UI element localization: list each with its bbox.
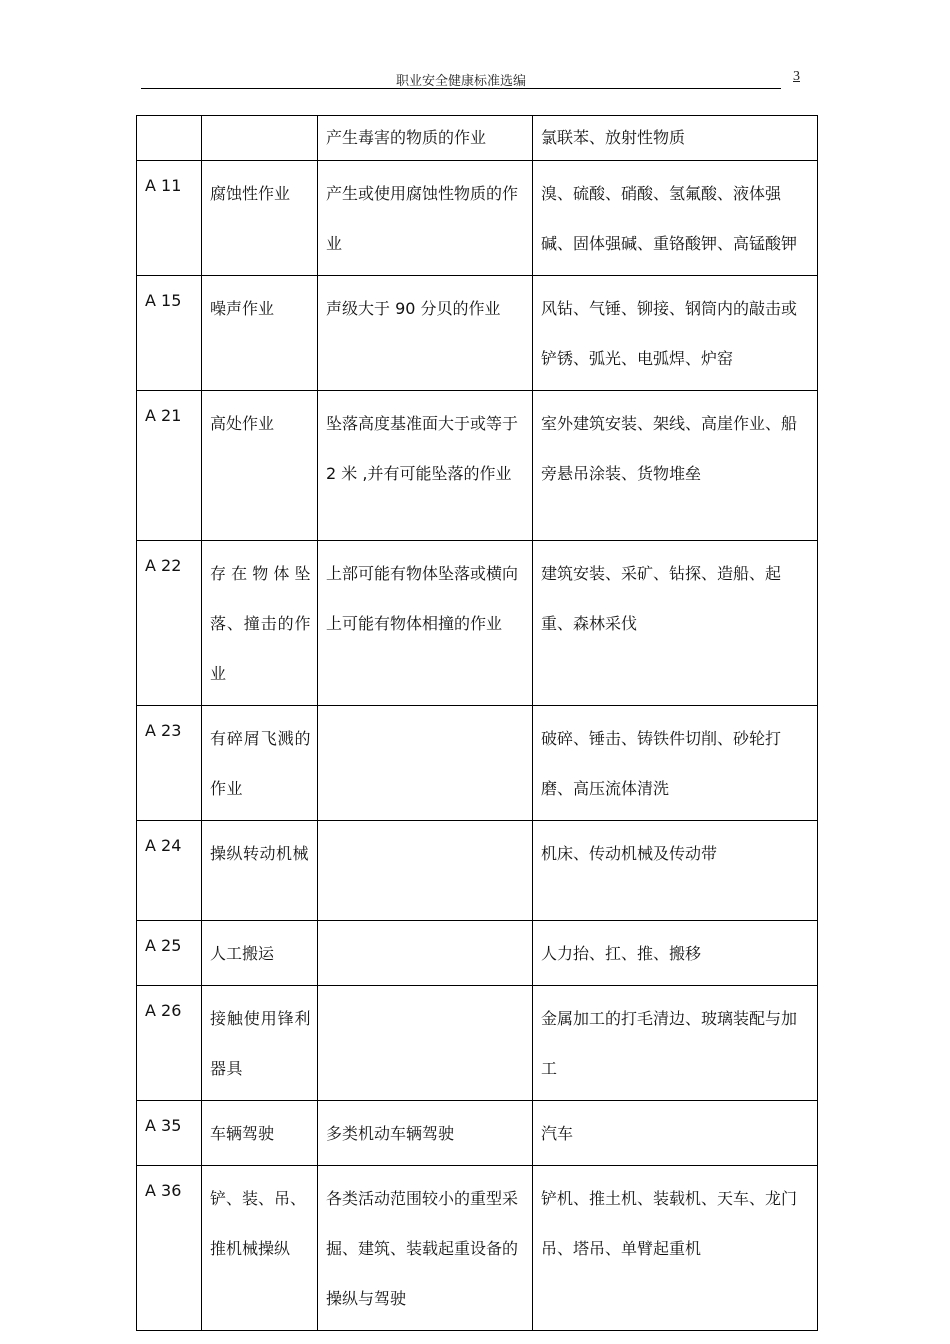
row-condition: 多类机动车辆驾驶 [318, 1101, 533, 1166]
row-code: A 23 [137, 706, 202, 821]
row-condition [318, 821, 533, 921]
row-name: 人工搬运 [202, 921, 318, 986]
row-condition [318, 921, 533, 986]
table-row [137, 921, 818, 986]
table-row [137, 1166, 818, 1331]
row-condition: 各类活动范围较小的重型采掘、建筑、装载起重设备的操纵与驾驶 [318, 1166, 533, 1331]
row-code: A 35 [137, 1101, 202, 1166]
row-code: A 15 [137, 276, 202, 391]
table-row [137, 706, 818, 821]
row-name: 车辆驾驶 [202, 1101, 318, 1166]
row-examples: 机床、传动机械及传动带 [533, 821, 818, 921]
row-code: A 21 [137, 391, 202, 541]
row-condition: 产生毒害的物质的作业 [318, 116, 533, 161]
row-name: 接触使用锋利器具 [202, 986, 318, 1101]
row-name: 有碎屑飞溅的作业 [202, 706, 318, 821]
row-condition: 产生或使用腐蚀性物质的作业 [318, 161, 533, 276]
table-row [137, 1101, 818, 1166]
row-examples: 氯联苯、放射性物质 [533, 116, 818, 161]
table-row [137, 541, 818, 706]
row-examples: 建筑安装、采矿、钻探、造船、起重、森林采伐 [533, 541, 818, 706]
row-code: A 11 [137, 161, 202, 276]
header-rule [141, 88, 781, 89]
table-row [137, 821, 818, 921]
table-row [137, 161, 818, 276]
table-row [137, 986, 818, 1101]
row-condition [318, 706, 533, 821]
row-name [202, 116, 318, 161]
row-code: A 36 [137, 1166, 202, 1331]
row-name: 高处作业 [202, 391, 318, 541]
row-code: A 25 [137, 921, 202, 986]
row-condition [318, 986, 533, 1101]
header-title: 职业安全健康标准选编 [395, 74, 526, 89]
row-name: 腐蚀性作业 [202, 161, 318, 276]
row-condition: 声级大于 90 分贝的作业 [318, 276, 533, 391]
page-number: 3 [793, 69, 800, 84]
row-name: 噪声作业 [202, 276, 318, 391]
row-condition: 坠落高度基准面大于或等于 2 米 ,并有可能坠落的作业 [318, 391, 533, 541]
row-code [137, 116, 202, 161]
row-code: A 24 [137, 821, 202, 921]
row-examples: 汽车 [533, 1101, 818, 1166]
page-header [141, 66, 808, 90]
row-examples: 人力抬、扛、推、搬移 [533, 921, 818, 986]
table-row [137, 391, 818, 541]
row-condition: 上部可能有物体坠落或横向上可能有物体相撞的作业 [318, 541, 533, 706]
row-examples: 破碎、锤击、铸铁件切削、砂轮打磨、高压流体清洗 [533, 706, 818, 821]
row-examples: 溴、硫酸、硝酸、氢氟酸、液体强碱、固体强碱、重铬酸钾、高锰酸钾 [533, 161, 818, 276]
row-name: 铲、装、吊、推机械操纵 [202, 1166, 318, 1331]
row-code: A 26 [137, 986, 202, 1101]
hazard-table [136, 115, 818, 1331]
row-examples: 风钻、气锤、铆接、钢筒内的敲击或铲锈、弧光、电弧焊、炉窑 [533, 276, 818, 391]
row-examples: 铲机、推土机、装载机、天车、龙门吊、塔吊、单臂起重机 [533, 1166, 818, 1331]
table-row [137, 276, 818, 391]
row-code: A 22 [137, 541, 202, 706]
row-name: 操纵转动机械 [202, 821, 318, 921]
row-examples: 金属加工的打毛清边、玻璃装配与加工 [533, 986, 818, 1101]
row-examples: 室外建筑安装、架线、高崖作业、船旁悬吊涂装、货物堆垒 [533, 391, 818, 541]
row-name: 存在物体坠落、撞击的作业 [202, 541, 318, 706]
table-row [137, 116, 818, 161]
